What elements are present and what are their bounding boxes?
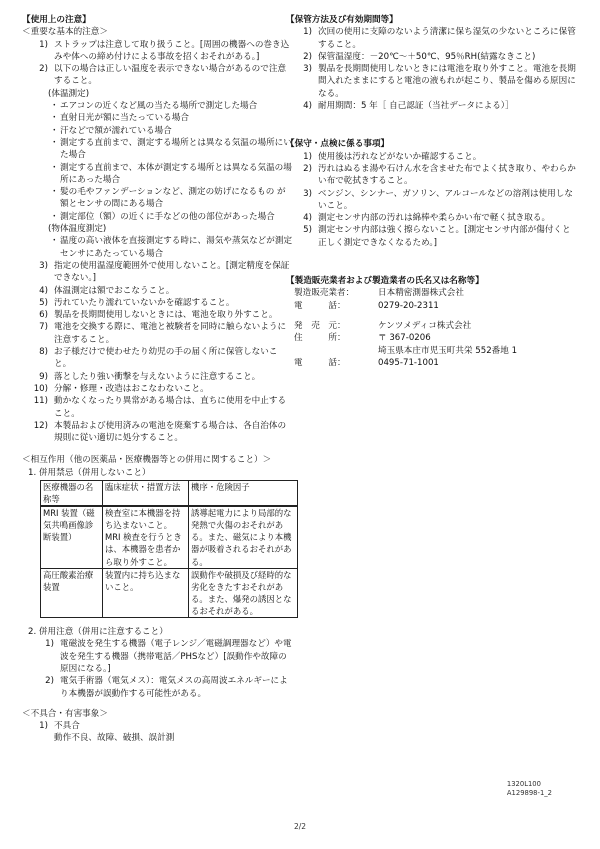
seller-row: 製造販売業者： 日本精密測器株式会社 bbox=[294, 288, 464, 299]
table-cell: 検査室に本機器を持ち込まないこと。MRI 検査を行うときは、本機器を患者から取り外すこと。 bbox=[103, 506, 189, 568]
distributor-row: 発 売 元： ケンツメディコ株式会社 bbox=[294, 320, 472, 331]
combined-caution-item: 2) 電気手術器（電気メス）：電気メスの高周波エネルギーにより本機器が誤動作する可能性がある。 bbox=[45, 676, 288, 699]
address-line: 埼玉県本庄市児玉町共栄 552番地 1 bbox=[378, 345, 518, 356]
caution-item: 5) 汚れていたり濡れていないかを確認すること。 bbox=[39, 297, 235, 308]
manufacturer-title: 【製造販売業者および製造業者の氏名又は名称等】 bbox=[286, 276, 484, 287]
maintenance-item: 2) 汚れはぬるま湯や石けん水を含ませた布でよく拭き取り、やわらかい布で乾拭きすること。 bbox=[303, 163, 576, 187]
body-temp-bullets bbox=[22, 100, 294, 223]
table-cell: 誘導起電力により局部的な発熱で火傷のおそれがある。また、磁気により本機器が吸着されるおそれがある。 bbox=[189, 506, 298, 568]
table-header-cell: 医療機器の名称等 bbox=[41, 480, 103, 506]
right-column bbox=[286, 14, 578, 369]
caution-item: 11) 動かなくなったり異常がある場合は、直ちに使用を中止すること。 bbox=[33, 396, 287, 419]
adverse-detail: 動作不良、故障、破損、誤計測 bbox=[54, 733, 175, 744]
caution-item-1: 1) ストラップは注意して取り扱うこと。[周囲の機器への巻き込みや体への締め付けによる事故を招くおそれがある。] bbox=[39, 39, 290, 62]
manufacturer-block bbox=[286, 287, 578, 369]
bullet-item: ・ 直射日光が額に当たっている場合 bbox=[50, 113, 189, 124]
document-code-2: A129898-1_2 bbox=[506, 788, 552, 797]
bullet-item: ・ 測定する直前まで、測定する場所とは異なる気温の場所にいた場合 bbox=[50, 137, 292, 161]
table-cell: 装置内に持ち込まないこと。 bbox=[103, 568, 189, 617]
contraindication-table bbox=[40, 480, 298, 618]
contraindication-title: 1. 併用禁忌（併用しないこと） bbox=[28, 467, 151, 478]
usage-title: 【使用上の注意】 bbox=[22, 15, 91, 25]
table-row bbox=[41, 506, 298, 568]
page-number: 2/2 bbox=[293, 822, 307, 831]
storage-title: 【保管方法及び有効期間等】 bbox=[286, 15, 398, 25]
combined-caution-item: 1) 電磁波を発生する機器（電子レンジ／電磁調理器など）や電波を発生する機器（携帯電話／PHSなど）[誤動作や故障の原因になる。] bbox=[45, 639, 292, 674]
storage-item: 4) 耐用期間：5 年［ 自己認証（当社データによる）］ bbox=[303, 101, 514, 112]
left-column bbox=[22, 14, 294, 745]
storage-item: 2) 保管温湿度：－20℃～＋50℃、95％RH(結露なきこと) bbox=[303, 51, 536, 62]
caution-item: 12) 本製品および使用済みの電池を廃棄する場合は、各自治体の規則に従い適切に処分すること。 bbox=[33, 420, 287, 444]
object-temp-label: (物体温度測定) bbox=[48, 224, 107, 235]
maintenance-title: 【保守・点検に係る事項】 bbox=[286, 139, 390, 150]
combined-caution-title: 2. 併用注意（併用に注意すること） bbox=[28, 627, 168, 638]
caution-item: 10) 分解・修理・改造はおこなわないこと。 bbox=[33, 383, 209, 394]
table-cell: 高圧酸素治療装置 bbox=[41, 568, 103, 617]
table-header-row bbox=[41, 480, 298, 506]
maintenance-item: 1) 使用後は汚れなどがないか確認すること。 bbox=[303, 151, 482, 162]
bullet-item: ・ 髪の毛やファンデーションなど、測定の妨げになるもの が額とセンサの間にある場合 bbox=[50, 187, 286, 210]
table-cell: MRI 装置（磁気共鳴画像診断装置） bbox=[41, 506, 103, 568]
table-header-cell: 機序・危険因子 bbox=[189, 480, 298, 506]
caution-item-2: 2) 以下の場合は正しい温度を表示できない場合があるので注意すること。 bbox=[39, 64, 287, 87]
caution-item: 3) 指定の使用温湿度範囲外で使用しないこと。[測定精度を保証できない。] bbox=[39, 260, 290, 284]
caution-item: 8) お子様だけで使わせたり幼児の手の届く所に保管しないこと。 bbox=[39, 347, 278, 370]
basic-cautions-subtitle: ＜重要な基本的注意＞ bbox=[22, 27, 108, 38]
body-temp-label: (体温測定) bbox=[48, 88, 90, 99]
caution-item: 9) 落としたり強い衝撃を与えないように注意すること。 bbox=[39, 371, 261, 382]
caution-items-3-12 bbox=[22, 260, 294, 444]
seller-tel-row: 電 話： 0279-20-2311 bbox=[294, 300, 439, 311]
bullet-item: ・ エアコンの近くなど風の当たる場所で測定した場合 bbox=[50, 101, 258, 112]
maintenance-item: 5) 測定センサ内部は強く擦らないこと。[測定センサ内部が傷付くと正しく測定できなくなるため。] bbox=[303, 225, 571, 248]
adverse-item: 1) 不具合 bbox=[39, 721, 80, 732]
interaction-title: ＜相互作用（他の医薬品・医療機器等との併用に関すること）＞ bbox=[22, 455, 272, 466]
document-code bbox=[507, 780, 552, 797]
caution-item: 6) 製品を長期間使用しないときには、電池を取り外すこと。 bbox=[39, 310, 278, 321]
distributor-tel-row: 電 話： 0495-71-1001 bbox=[294, 357, 439, 368]
maintenance-item: 3) ベンジン、シンナー、ガソリン、アルコールなどの溶剤は使用しないこと。 bbox=[303, 188, 573, 211]
table-cell: 誤動作や破損及び経時的な劣化をきたすおそれがある。また、爆発の誘因となるおそれがある。 bbox=[189, 568, 298, 617]
caution-item: 4) 体温測定は額でおこなうこと。 bbox=[39, 285, 175, 296]
table-header-cell: 臨床症状・措置方法 bbox=[103, 480, 189, 506]
storage-item: 1) 次回の使用に支障のないよう清潔に保ち湿気の少ないところに保管すること。 bbox=[303, 27, 576, 50]
adverse-title: ＜不具合・有害事象＞ bbox=[22, 708, 108, 719]
bullet-item: ・ 測定する直前まで、本体が測定する場所とは異なる気温の場所にあった場合 bbox=[50, 162, 292, 185]
object-temp-bullet: ・ 温度の高い液体を直接測定する時に、湯気や蒸気などが測定センサにあたっている場合 bbox=[50, 236, 293, 259]
maintenance-item: 4) 測定センサ内部の汚れは綿棒や柔らかい布で軽く拭き取る。 bbox=[303, 213, 551, 224]
caution-item: 7) 電池を交換する際に、電池と被験者を同時に触らないように注意すること。 bbox=[39, 322, 287, 345]
document-code-1: 1320L100 bbox=[506, 780, 541, 788]
address-row: 住 所： 〒 367-0206 bbox=[294, 333, 431, 344]
bullet-item: ・ 測定部位（額）の近くに手などの他の部位があった場合 bbox=[50, 211, 275, 222]
bullet-item: ・ 汗などで額が濡れている場合 bbox=[50, 125, 172, 136]
storage-item: 3) 製品を長期間使用しないときには電池を取り外すこと。電池を長期間入れたままにすると電池の液もれが起こり、製品を傷める原因になる。 bbox=[303, 64, 576, 99]
table-row bbox=[41, 568, 298, 617]
